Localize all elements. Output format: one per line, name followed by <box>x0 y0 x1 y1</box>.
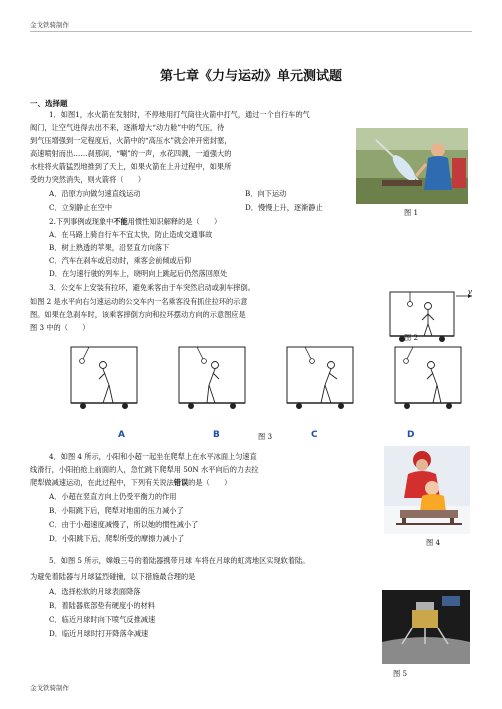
q1-line: 水柱将火箭猛烈地推到了天上，如果火箭在上升过程中，如果所 <box>30 162 232 171</box>
velocity-label: v <box>468 287 473 296</box>
q4-stem-text: 爬犁做减速运动，在此过程中，下列有关说法 <box>30 478 174 487</box>
q2-stem-text: 用惯性知识解释的是（ ） <box>127 217 222 226</box>
figure-3-caption: 图 3 <box>258 432 273 441</box>
figure-3-label-d: D <box>407 430 415 440</box>
figure-3-label-c: C <box>311 430 318 440</box>
figure-3-panel-a <box>71 347 137 409</box>
q4-option-c: C．由于小超速度减慢了，所以她的惯性减小了 <box>49 520 199 529</box>
q1-line: 到气压增强到一定程度后，火箭中的“高压水”就会冲开密封塞， <box>30 136 232 145</box>
q1-line: 高速喷射而出……刹那间，“唰”的一声，水花四溅，一道强大的 <box>30 149 232 158</box>
q5-option-b: B．着陆器底部垫有硬度小的材料 <box>49 601 155 610</box>
q4-option-b: B．小阳跳下后，爬犁对地面的压力减小了 <box>49 506 184 515</box>
q1-line: 阀门，让空气进得去出不来，逐渐增大“动力舱”中的气压，待 <box>30 123 225 132</box>
q3-line: 图 3 中的（ ） <box>30 323 90 332</box>
header-rule <box>30 31 472 32</box>
q5-option-a: A．选择松软的月球表面降落 <box>49 587 141 596</box>
figure-3-panel-b <box>179 347 245 409</box>
section-heading: 一、选择题 <box>30 99 68 108</box>
figure-2-bus-passenger-diagram <box>384 282 476 344</box>
q4-stem-text: 的是（ ） <box>188 478 232 487</box>
q3-line: 3．公交车上安装有拉环，避免乘客由于车突然启动或刹车摔倒。 <box>49 283 255 292</box>
q1-option-c: C．立刻静止在空中 <box>49 203 113 212</box>
q4-line: 线滑行，小阳拍抢上前面的人，急忙跳下爬犁用 50N 水平向后的力去拉 <box>30 465 259 474</box>
q5-option-c: C．临近月球时向下喷气反推减速 <box>49 615 156 624</box>
figure-1-water-rocket-photo <box>356 128 468 204</box>
q5-line: 为避免着陆器与月球猛烈碰撞，以下措施最合理的是 <box>30 572 196 581</box>
page-footer: 金戈铁骑制作 <box>30 684 69 692</box>
figure-5-caption: 图 5 <box>393 669 408 678</box>
q4-option-d: D．小阳跳下后，爬犁所受的摩擦力减小了 <box>49 534 185 543</box>
q1-line: 1．如图1，水火箭在发射时，不停地用打气筒往火箭中打气，通过一个自行车的气 <box>49 110 310 119</box>
q3-line: 如图 2 是水平向右匀速运动的公交车内一名乘客没有抓住拉环的示意 <box>30 297 248 306</box>
q2-stem-emphasis: 不能 <box>113 217 128 226</box>
figure-3-label-b: B <box>213 430 220 440</box>
figure-2-caption: 图 2 <box>404 333 419 342</box>
q5-option-d: D．临近月球时打开降落伞减速 <box>49 629 149 638</box>
q2-stem <box>49 217 221 226</box>
q1-option-b: B．向下运动 <box>245 189 287 198</box>
page-header: 金戈铁骑制作 <box>30 21 69 29</box>
figure-4-caption: 图 4 <box>426 538 441 547</box>
q2-option-c: C．汽车在刹车或启动时，乘客会前倾或后仰 <box>49 256 192 265</box>
page-title: 第七章《力与运动》单元测试题 <box>159 69 342 84</box>
q2-stem-text: 2.下列事例或现象中 <box>49 217 114 226</box>
q2-option-d: D．在匀速行驶的列车上，晓明向上跳起后仍然落回原处 <box>49 269 228 278</box>
q2-option-b: B．树上熟透的苹果，沿竖直方向落下 <box>49 243 170 252</box>
q5-line: 5．如图 5 所示，嫦娥三号的着陆器携带月球 车将在月球的虹湾地区实现软着陆。 <box>49 556 310 565</box>
q1-option-a: A．沿原方向做匀速直线运动 <box>49 189 141 198</box>
figure-3-panel-d <box>395 347 461 409</box>
q4-option-a: A．小超在竖直方向上仍受平衡力的作用 <box>49 492 177 501</box>
figure-3-panel-c <box>287 347 353 409</box>
q1-line: 受的力突然消失，则火箭将（ ） <box>30 175 146 184</box>
figure-3-label-a: A <box>118 430 125 440</box>
q3-line: 图。如果在急刹车时，该乘客摔倒方向和拉环摆动方向的示意图应是 <box>30 310 246 319</box>
q4-stem-emphasis: 错误 <box>173 478 189 487</box>
q2-option-a: A．在马路上骑自行车不宜太快，防止造成交通事故 <box>49 230 213 239</box>
figure-3-options-diagram <box>69 343 467 427</box>
figure-4-sled-photo <box>384 446 470 534</box>
q4-line: 4．如图 4 所示，小阳和小超一起坐在爬犁上在水平冰面上匀速直 <box>49 452 257 461</box>
q4-stem <box>30 478 231 487</box>
q1-option-d: D．慢慢上升，逐渐静止 <box>245 203 323 212</box>
figure-5-lunar-lander-photo <box>382 590 470 664</box>
figure-1-caption: 图 1 <box>404 208 419 217</box>
